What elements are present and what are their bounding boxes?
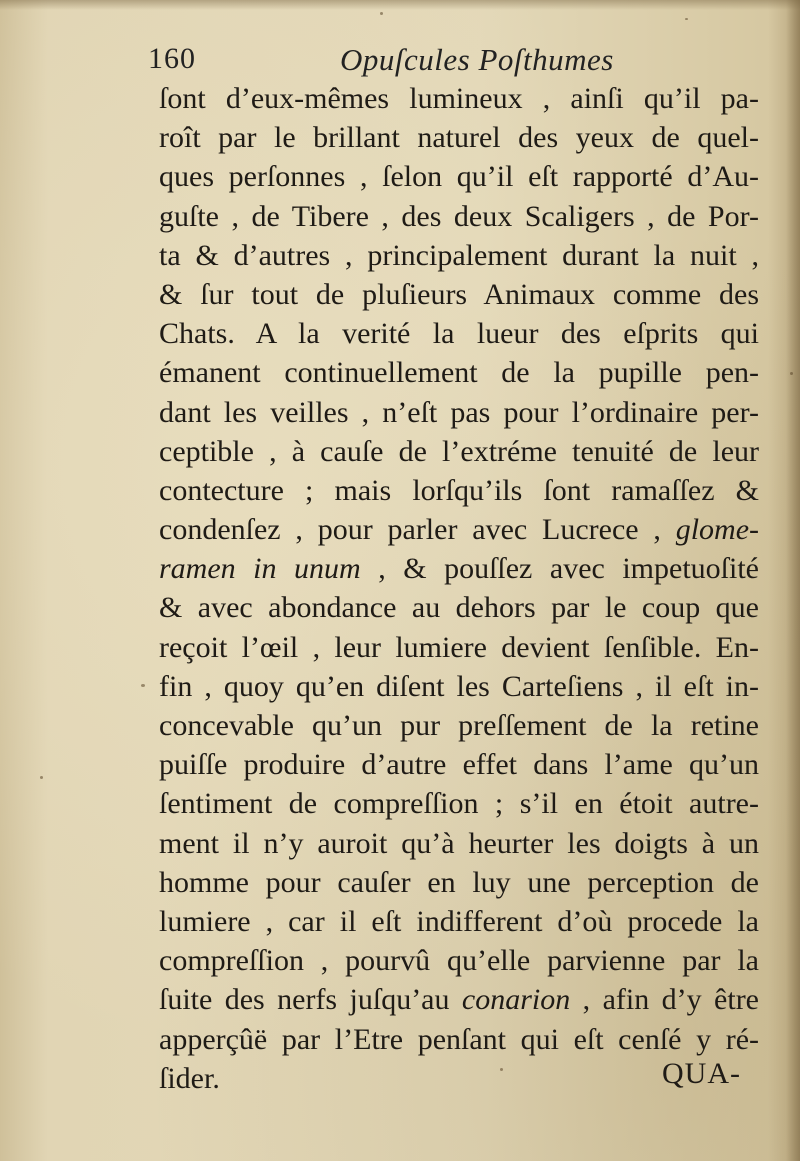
text-line: émanent continuellement de la pupille pen- [159,356,759,390]
paper-speck [40,776,43,779]
text-line: ment il n’y auroit qu’à heurter les doigts à un [159,826,759,860]
text-line: ramen in unum , & pouſſez avec impetuoſité [159,552,759,586]
text-line: ques perſonnes , ſelon qu’il eſt rapporté d’Au- [159,160,759,194]
text-line: compreſſion , pourvû qu’elle parvienne par la [159,944,759,978]
text-line: puiſſe produire d’autre effet dans l’ame qu’un [159,748,759,782]
text-line: concevable qu’un pur preſſement de la retine [159,709,759,742]
page-top-shadow [0,0,800,10]
text-line: ſider. [159,1061,220,1095]
text-line: homme pour cauſer en luy une perception de [159,865,759,899]
text-line: reçoit l’œil , leur lumiere devient ſenſible. En- [159,630,759,664]
text-line: roît par le brillant naturel des yeux de quel- [159,121,759,155]
paper-speck [380,12,383,15]
italic-phrase: conarion [461,983,571,1017]
running-title: Opuſcules Poſthumes [340,42,614,77]
text-line: guſte , de Tibere , des deux Scaligers , de Por- [159,199,759,233]
paper-speck [790,372,793,375]
text-line: dant les veilles , n’eſt pas pour l’ordinaire per- [159,395,759,429]
text-line: ſont d’eux-mêmes lumineux , ainſi qu’il pa- [159,82,759,115]
text-line: & ſur tout de pluſieurs Animaux comme des [159,277,759,311]
paper-speck [141,684,145,687]
body-text [159,79,759,1098]
catchword: QUA- [662,1057,741,1090]
italic-phrase: ramen in unum [159,552,361,586]
page-number: 160 [148,42,196,75]
text-line: lumiere , car il eſt indifferent d’où procede la [159,904,759,938]
text-line: ta & d’autres , principalement durant la nuit , [159,238,759,272]
text-line: condenſez , pour parler avec Lucrece , glome- [159,513,759,547]
text-line: contecture ; mais lorſqu’ils ſont ramaſſez & [159,473,759,507]
page-gutter-shadow [786,0,800,1161]
paper-speck [685,18,688,20]
text-line: ſuite des nerfs juſqu’au conarion , afin d’y être [159,983,759,1017]
italic-phrase: glome- [675,513,759,547]
text-line: ceptible , à cauſe de l’extréme tenuité de leur [159,434,759,468]
text-line: apperçûë par l’Etre penſant qui eſt cenſé y ré- [159,1022,759,1056]
paper-speck [500,1068,503,1071]
text-line: ſentiment de compreſſion ; s’il en étoit autre- [159,787,759,821]
text-line: Chats. A la verité la lueur des eſprits qui [159,317,759,351]
text-line: fin , quoy qu’en diſent les Carteſiens , il eſt in- [159,669,759,703]
text-line: & avec abondance au dehors par le coup que [159,591,759,625]
